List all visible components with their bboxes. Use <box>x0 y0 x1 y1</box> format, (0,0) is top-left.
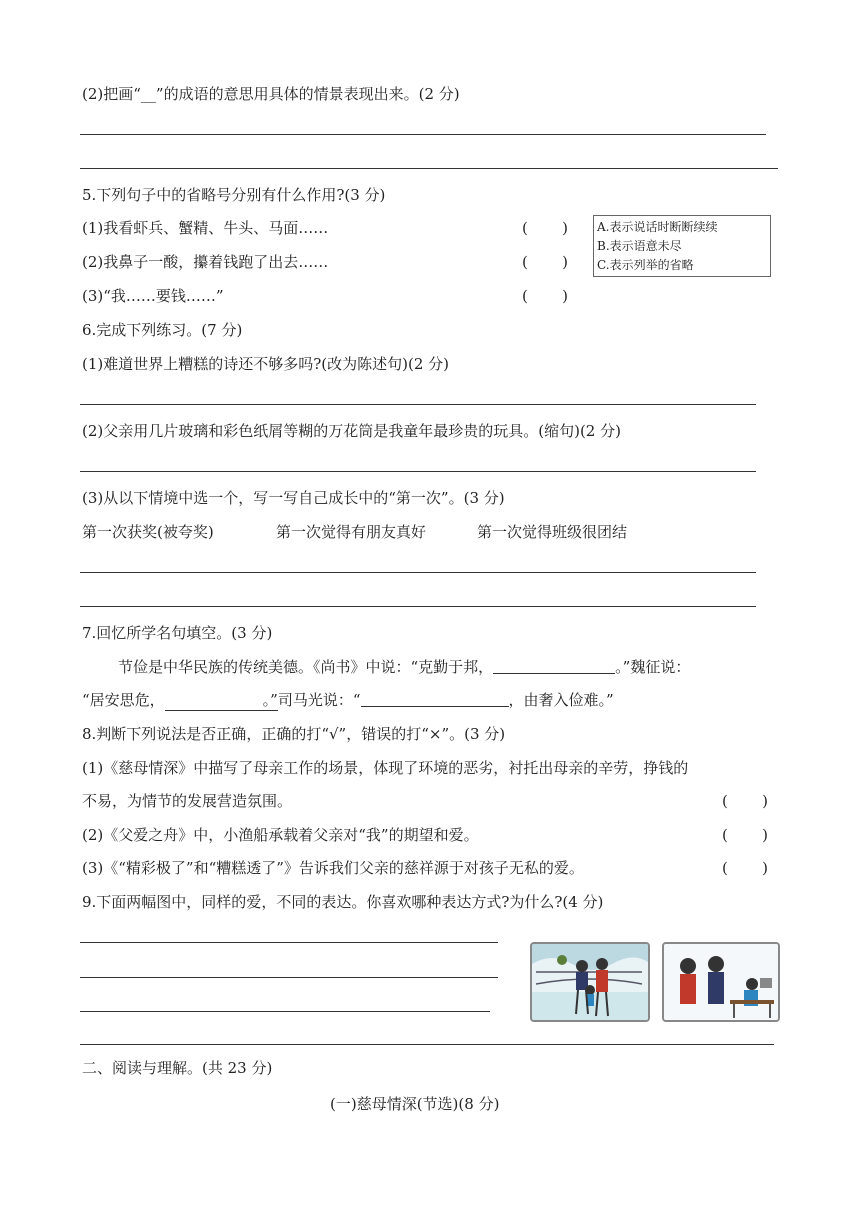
q5-option-b: B.表示语意未尽 <box>597 239 682 253</box>
answer-line[interactable] <box>80 471 756 472</box>
fill-blank-1[interactable] <box>493 657 615 674</box>
q5-option-a: A.表示说话时断断续续 <box>597 220 718 234</box>
q8-title: 8.判断下列说法是否正确，正确的打“√”，错误的打“×”。(3 分) <box>82 725 506 743</box>
answer-line[interactable] <box>80 606 756 607</box>
q6-part-3: (3)从以下情境中选一个，写一写自己成长中的“第一次”。(3 分) <box>82 489 505 507</box>
q6-choice-1: 第一次获奖(被夸奖) <box>82 523 214 541</box>
q7-line-1: 节俭是中华民族的传统美德。《尚书》中说：“克勤于邦， 。”魏征说： <box>118 658 691 676</box>
q5-title: 5.下列句子中的省略号分别有什么作用?(3 分) <box>82 186 386 204</box>
section-divider <box>80 1044 774 1045</box>
q9-title: 9.下面两幅图中，同样的爱，不同的表达。你喜欢哪种表达方式?为什么?(4 分) <box>82 893 604 911</box>
q8-answer-1[interactable]: ( ) <box>722 792 768 810</box>
q7-title: 7.回忆所学名句填空。(3 分) <box>82 624 273 642</box>
q8-item-1-cont: 不易，为情节的发展营造氛围。 <box>82 792 293 810</box>
homework-help-illustration <box>662 942 780 1022</box>
answer-line[interactable] <box>80 134 766 135</box>
part2-subtitle: (一)慈母情深(节选)(8 分) <box>330 1095 500 1113</box>
q5-options-box <box>593 215 771 277</box>
q5-answer-1[interactable]: ( ) <box>522 219 568 237</box>
fill-blank-3[interactable] <box>361 690 509 707</box>
q8-answer-2[interactable]: ( ) <box>722 826 768 844</box>
fill-blank-2[interactable]: 。” <box>165 690 278 711</box>
q6-choice-3: 第一次觉得班级很团结 <box>477 523 628 541</box>
q5-item-3: (3)“我……要钱……” <box>82 287 224 305</box>
family-walk-illustration <box>530 942 650 1022</box>
answer-line[interactable] <box>80 168 778 169</box>
q8-item-2: (2)《父爱之舟》中，小渔船承载着父亲对“我”的期望和爱。 <box>82 826 479 844</box>
q8-answer-3[interactable]: ( ) <box>722 859 768 877</box>
q8-item-3: (3)《“精彩极了”和“糟糕透了”》告诉我们父亲的慈祥源于对孩子无私的爱。 <box>82 859 584 877</box>
q6-title: 6.完成下列练习。(7 分) <box>82 321 243 339</box>
q5-item-2: (2)我鼻子一酸，攥着钱跑了出去…… <box>82 253 329 271</box>
q4-2-prompt: (2)把画“__”的成语的意思用具体的情景表现出来。(2 分) <box>82 85 460 103</box>
q7-line-2: “居安思危， 。”司马光说：“ ，由奢入俭难。” <box>82 691 614 709</box>
q5-answer-3[interactable]: ( ) <box>522 287 568 305</box>
q5-answer-2[interactable]: ( ) <box>522 253 568 271</box>
q6-choice-2: 第一次觉得有朋友真好 <box>276 523 427 541</box>
q5-option-c: C.表示列举的省略 <box>597 258 694 272</box>
answer-line[interactable] <box>80 404 756 405</box>
part2-title: 二、阅读与理解。(共 23 分) <box>82 1059 273 1077</box>
q6-part-2: (2)父亲用几片玻璃和彩色纸屑等糊的万花筒是我童年最珍贵的玩具。(缩句)(2 分) <box>82 422 621 440</box>
q5-item-1: (1)我看虾兵、蟹精、牛头、马面…… <box>82 219 329 237</box>
q8-item-1: (1)《慈母情深》中描写了母亲工作的场景，体现了环境的恶劣，衬托出母亲的辛劳，挣钱的 <box>82 759 689 777</box>
answer-line[interactable] <box>80 977 498 978</box>
answer-line[interactable] <box>80 572 756 573</box>
answer-line[interactable] <box>80 942 498 943</box>
answer-line[interactable] <box>80 1011 490 1012</box>
q6-part-1: (1)难道世界上糟糕的诗还不够多吗?(改为陈述句)(2 分) <box>82 355 450 373</box>
